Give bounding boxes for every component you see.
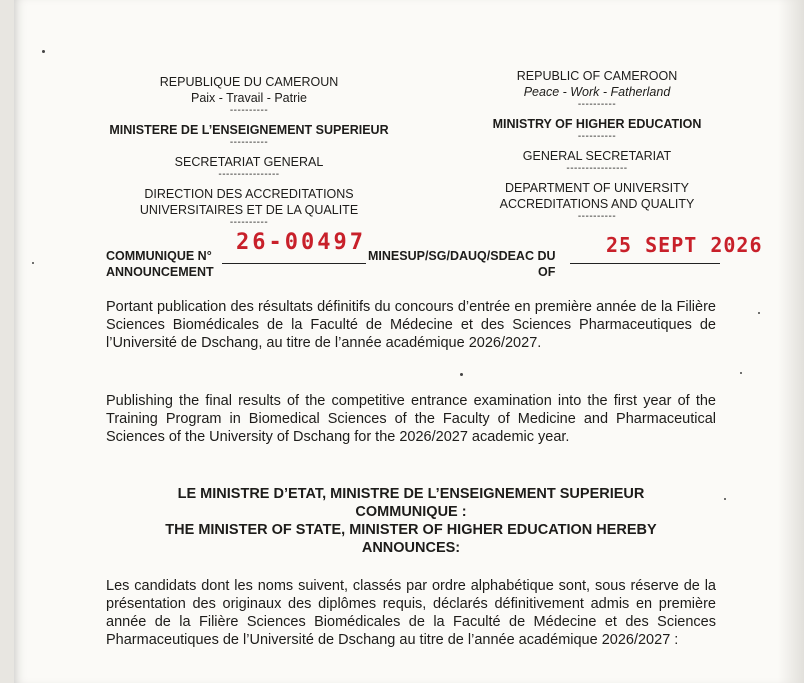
- country-name-en: REPUBLIC OF CAMEROON: [516, 69, 678, 83]
- announcement-heading: [106, 485, 716, 557]
- speck: [460, 373, 463, 376]
- speck: [42, 50, 45, 53]
- speck: [724, 498, 726, 500]
- communique-number-stamp: 26-00497: [236, 230, 366, 255]
- heading-en-line1: THE MINISTER OF STATE, MINISTER OF HIGHER EDUCATION HEREBY: [165, 522, 657, 538]
- communique-label: COMMUNIQUE N°: [106, 249, 212, 263]
- separator: ----------: [229, 105, 269, 116]
- intro-paragraph-en: Publishing the final results of the competitive entrance examination into the first year of the Training Program in Biomedical Sciences of the Faculty of Medicine and Pharmaceutical Sciences of the University of Dschang for the 2026/2027 academic year.: [106, 393, 716, 445]
- candidates-paragraph-fr: Les candidats dont les noms suivent, classés par ordre alphabétique sont, sous réserve de la présentation des originaux des diplômes requis, déclarés définitivement admis en première année de la Filière Sciences Biomédicales de la Faculté de Médecine et des Sciences Pharmaceutiques de l’Université de Dschang au titre de l’année académique 2026/2027 :: [106, 578, 716, 648]
- motto-en: Peace - Work - Fatherland: [523, 85, 671, 99]
- separator: ----------: [229, 217, 269, 228]
- heading-fr-line2: COMMUNIQUE :: [355, 504, 467, 520]
- speck: [740, 372, 742, 374]
- speck: [32, 262, 34, 264]
- speck: [758, 312, 760, 314]
- country-name-fr: REPUBLIQUE DU CAMEROUN: [159, 75, 339, 89]
- date-underline: [570, 263, 720, 264]
- separator: ----------: [577, 211, 617, 222]
- reference-code: MINESUP/SG/DAUQ/SDEAC DU: [368, 249, 556, 263]
- announcement-label: ANNOUNCEMENT: [106, 265, 214, 279]
- direction-line1-fr: DIRECTION DES ACCREDITATIONS: [144, 187, 354, 201]
- ministry-name-fr: MINISTERE DE L’ENSEIGNEMENT SUPERIEUR: [109, 123, 389, 137]
- heading-fr-line1: LE MINISTRE D’ETAT, MINISTRE DE L’ENSEIGNEMENT SUPERIEUR: [177, 486, 645, 502]
- of-label: OF: [538, 265, 556, 279]
- secretariat-fr: SECRETARIAT GENERAL: [174, 155, 324, 169]
- department-line2-en: ACCREDITATIONS AND QUALITY: [499, 197, 695, 211]
- date-stamp: 25 SEPT 2026: [606, 233, 763, 257]
- separator: ----------: [577, 99, 617, 110]
- document-page: [14, 0, 804, 683]
- direction-line2-fr: UNIVERSITAIRES ET DE LA QUALITE: [139, 203, 359, 217]
- separator: ----------------: [566, 163, 628, 174]
- secretariat-en: GENERAL SECRETARIAT: [522, 149, 672, 163]
- english-letterhead: [432, 68, 762, 222]
- ministry-name-en: MINISTRY OF HIGHER EDUCATION: [492, 117, 702, 131]
- number-underline: [222, 263, 366, 264]
- separator: ----------------: [218, 169, 280, 180]
- separator: ----------: [577, 131, 617, 142]
- page-edge-shadow: [778, 0, 804, 683]
- motto-fr: Paix - Travail - Patrie: [190, 91, 307, 105]
- department-line1-en: DEPARTMENT OF UNIVERSITY: [504, 181, 690, 195]
- intro-paragraph-fr: Portant publication des résultats définitifs du concours d’entrée en première année de la Filière Sciences Biomédicales de la Faculté de Médecine et des Sciences Pharmaceutiques de l’Université de Dschang, au titre de l’année académique 2026/2027.: [106, 299, 716, 351]
- heading-en-line2: ANNOUNCES:: [361, 540, 461, 556]
- separator: ----------: [229, 137, 269, 148]
- french-letterhead: [84, 74, 414, 228]
- reference-block: [106, 232, 786, 280]
